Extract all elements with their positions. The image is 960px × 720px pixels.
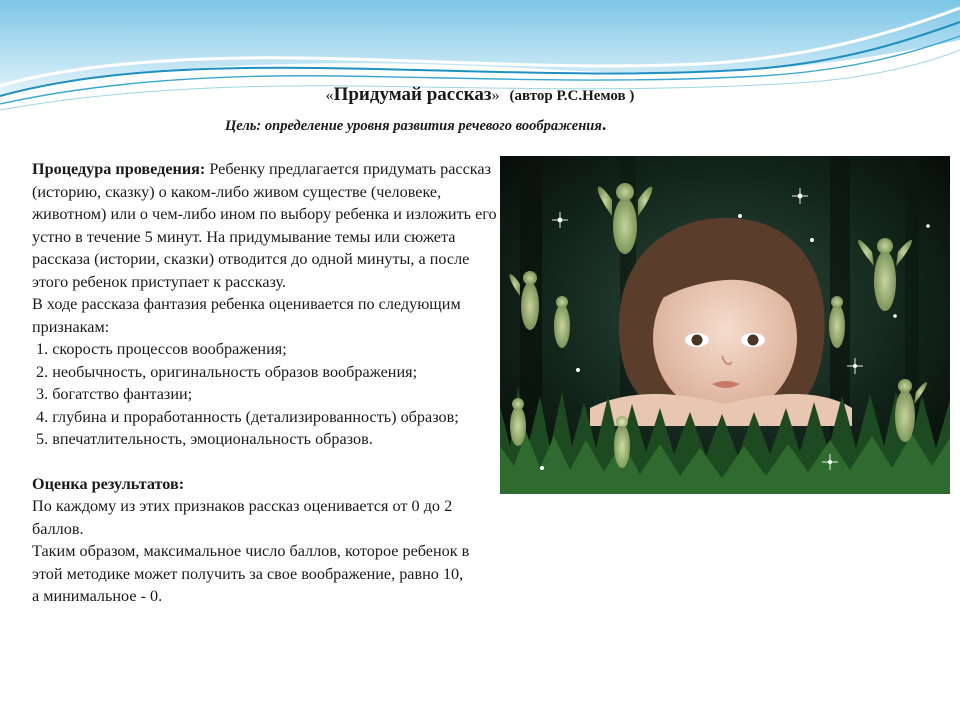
goal-end: . — [601, 114, 607, 134]
criteria-item: 3. богатство фантазии; — [36, 385, 193, 403]
goal-line — [225, 114, 606, 135]
illustration-photo — [500, 156, 950, 494]
evaluation-line: Таким образом, максимальное число баллов, которое ребенок в этой методике может получить за свое воображение, равно 10, — [32, 542, 470, 583]
criteria-item: 1. скорость процессов воображения; — [36, 340, 287, 358]
procedure-paragraph — [32, 158, 502, 293]
goal-text: Цель: определение уровня развития речевого воображения — [225, 118, 602, 134]
title-open-quote: « — [325, 87, 334, 104]
evaluation-line: По каждому из этих признаков рассказ оценивается от 0 до 2 баллов. — [32, 497, 453, 538]
title-close-quote: » — [491, 87, 500, 104]
criteria-item: 4. глубина и проработанность (детализированность) образов; — [36, 407, 459, 426]
procedure-label: Процедура проведения: — [32, 160, 206, 178]
title-main: Придумай рассказ — [333, 84, 492, 105]
main-text — [32, 158, 502, 608]
slide-title — [0, 84, 960, 106]
criteria-item: 2. необычность, оригинальность образов воображения; — [36, 362, 418, 381]
evaluation-line: а минимальное - 0. — [32, 587, 163, 605]
evaluation-label: Оценка результатов: — [32, 474, 185, 493]
criteria-intro: В ходе рассказа фантазия ребенка оценивается по следующим признакам: — [32, 295, 461, 336]
title-author: (автор Р.С.Немов ) — [509, 88, 635, 104]
criteria-item: 5. впечатлительность, эмоциональность образов. — [36, 430, 373, 448]
girl-with-fairies-image — [500, 156, 950, 494]
procedure-text: Ребенку предлагается придумать рассказ (историю, сказку) о каком-либо живом существе (человеке, животном) или о чем-либо ином по выбору ребенка и изложить его устно в течение 5 минут. На придумывание темы или сюжета рассказа (истории, сказки) отводится до одной минуты, а после этого ребенок приступает к рассказу. — [32, 160, 497, 291]
spacer — [32, 451, 502, 473]
